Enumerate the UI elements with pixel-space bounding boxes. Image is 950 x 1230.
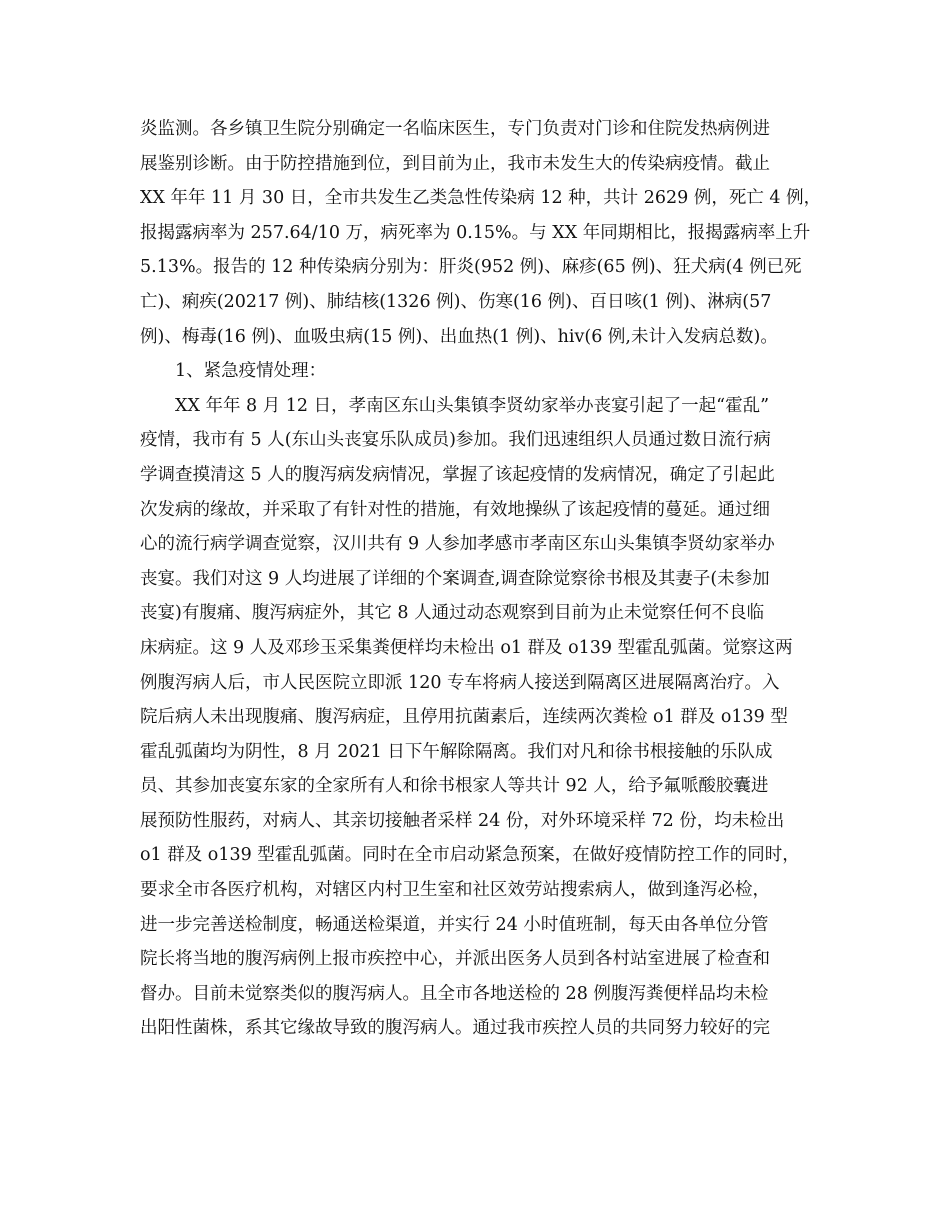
text-line: 炎监测。各乡镇卫生院分别确定一名临床医生，专门负责对门诊和住院发热病例进 xyxy=(140,119,770,139)
text-line: 院长将当地的腹泻病例上报市疾控中心，并派出医务人员到各村站室进展了检查和 xyxy=(140,949,770,970)
text-line: 心的流行病学调查觉察，汉川共有 9 人参加孝感市孝南区东山头集镇李贤幼家举办 xyxy=(140,534,775,555)
section-heading: 1、紧急疫情处理： xyxy=(140,361,327,382)
text-line: 亡)、痢疾(20217 例)、肺结核(1326 例)、伤寒(16 例)、百日咳(1 例)、淋病(57 xyxy=(140,291,772,312)
text-line: o1 群及 o139 型霍乱弧菌。同时在全市启动紧急预案，在做好疫情防控工作的同时， xyxy=(140,845,800,866)
text-line: 展预防性服药，对病人、其亲切接触者采样 24 份，对外环境采样 72 份，均未检出 xyxy=(140,810,785,831)
text-line: 督办。目前未觉察类似的腹泻病人。且全市各地送检的 28 例腹泻粪便样品均未检 xyxy=(140,983,769,1004)
text-line: 床病症。这 9 人及邓珍玉采集粪便样均未检出 o1 群及 o139 型霍乱弧菌。觉察这两 xyxy=(140,637,793,658)
text-line: 5.13%。报告的 12 种传染病分别为：肝炎(952 例)、麻疹(65 例)、狂犬病(4 例已死 xyxy=(140,257,802,278)
text-line: 丧宴)有腹痛、腹泻病症外，其它 8 人通过动态观察到目前为止未觉察任何不良临 xyxy=(140,603,765,624)
text-line: XX 年年 8 月 12 日，孝南区东山头集镇李贤幼家举办丧宴引起了一起“霍乱” xyxy=(140,395,770,416)
text-line: 学调查摸清这 5 人的腹泻病发病情况，掌握了该起疫情的发病情况，确定了引起此 xyxy=(140,464,775,485)
text-line: 次发病的缘故，并采取了有针对性的措施，有效地操纵了该起疫情的蔓延。通过细 xyxy=(140,499,770,520)
text-line: 霍乱弧菌均为阴性，8 月 2021 日下午解除隔离。我们对凡和徐书根接触的乐队成 xyxy=(140,741,773,762)
text-line: 报揭露病率为 257.64/10 万，病死率为 0.15%。与 XX 年同期相比，报揭露病率上升 xyxy=(140,222,811,243)
text-line: 展鉴别诊断。由于防控措施到位，到目前为止，我市未发生大的传染病疫情。截止 xyxy=(140,153,770,174)
text-line: 要求全市各医疗机构，对辖区内村卫生室和社区效劳站搜索病人，做到逢泻必检， xyxy=(140,880,770,901)
text-line: XX 年年 11 月 30 日，全市共发生乙类急性传染病 12 种，共计 2629 例，死亡 4 例， xyxy=(140,188,822,209)
text-line: 进一步完善送检制度，畅通送检渠道，并实行 24 小时值班制，每天由各单位分管 xyxy=(140,914,769,935)
text-line: 院后病人未出现腹痛、腹泻病症，且停用抗菌素后，连续两次粪检 o1 群及 o139 型 xyxy=(140,707,788,728)
text-line: 例腹泻病人后，市人民医院立即派 120 专车将病人接送到隔离区进展隔离治疗。入 xyxy=(140,672,780,693)
text-line: 疫情，我市有 5 人(东山头丧宴乐队成员)参加。我们迅速组织人员通过数日流行病 xyxy=(140,430,771,451)
body-text xyxy=(140,112,820,1046)
text-line: 员、其参加丧宴东家的全家所有人和徐书根家人等共计 92 人，给予氟哌酸胶囊进 xyxy=(140,776,769,797)
text-line: 出阳性菌株，系其它缘故导致的腹泻病人。通过我市疾控人员的共同努力较好的完 xyxy=(140,1018,770,1039)
text-line: 丧宴。我们对这 9 人均进展了详细的个案调查,调查除觉察徐书根及其妻子(未参加 xyxy=(140,568,770,589)
text-line: 例)、梅毒(16 例)、血吸虫病(15 例)、出血热(1 例)、hiv(6 例,未计入发病总数)。 xyxy=(140,326,778,347)
